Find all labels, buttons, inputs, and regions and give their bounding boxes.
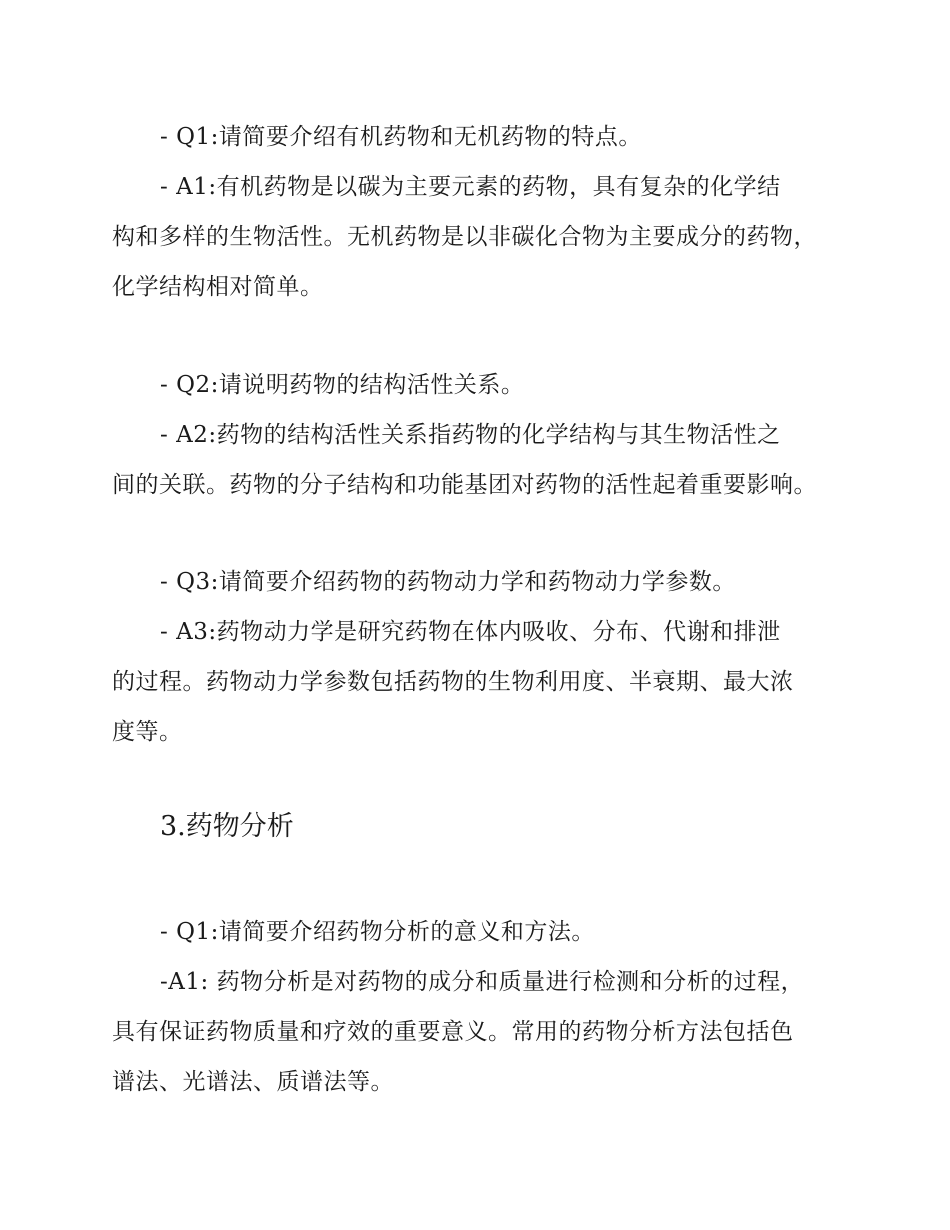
answer-a3-line-1: - A3:药物动力学是研究药物在体内吸收、分布、代谢和排泄 bbox=[160, 619, 781, 645]
answer-a3-line-3: 度等。 bbox=[112, 719, 183, 745]
answer-analysis-a1-line-3: 谱法、光谱法、质谱法等。 bbox=[112, 1069, 394, 1095]
question-q3-text: - Q3:请简要介绍药物的药物动力学和药物动力学参数。 bbox=[160, 569, 736, 595]
question-q1-text: - Q1:请简要介绍有机药物和无机药物的特点。 bbox=[160, 124, 642, 150]
answer-a2-line-1: - A2:药物的结构活性关系指药物的化学结构与其生物活性之 bbox=[160, 422, 781, 448]
answer-analysis-a1-line-2: 具有保证药物质量和疗效的重要意义。常用的药物分析方法包括色 bbox=[112, 1019, 794, 1045]
question-analysis-q1-text: - Q1:请简要介绍药物分析的意义和方法。 bbox=[160, 919, 595, 945]
answer-a1-line-1: - A1:有机药物是以碳为主要元素的药物，具有复杂的化学结 bbox=[160, 174, 781, 200]
section-heading: 3.药物分析 bbox=[160, 811, 294, 842]
answer-a1-line-3: 化学结构相对简单。 bbox=[112, 274, 324, 300]
answer-a1-line-2: 构和多样的生物活性。无机药物是以非碳化合物为主要成分的药物， bbox=[112, 224, 817, 250]
answer-analysis-a1-line-1: -A1: 药物分析是对药物的成分和质量进行检测和分析的过程， bbox=[160, 969, 805, 995]
question-q2-text: - Q2:请说明药物的结构活性关系。 bbox=[160, 372, 525, 398]
answer-a3-line-2: 的过程。药物动力学参数包括药物的生物利用度、半衰期、最大浓 bbox=[112, 669, 794, 695]
answer-a2-line-2: 间的关联。药物的分子结构和功能基团对药物的活性起着重要影响。 bbox=[112, 472, 817, 498]
